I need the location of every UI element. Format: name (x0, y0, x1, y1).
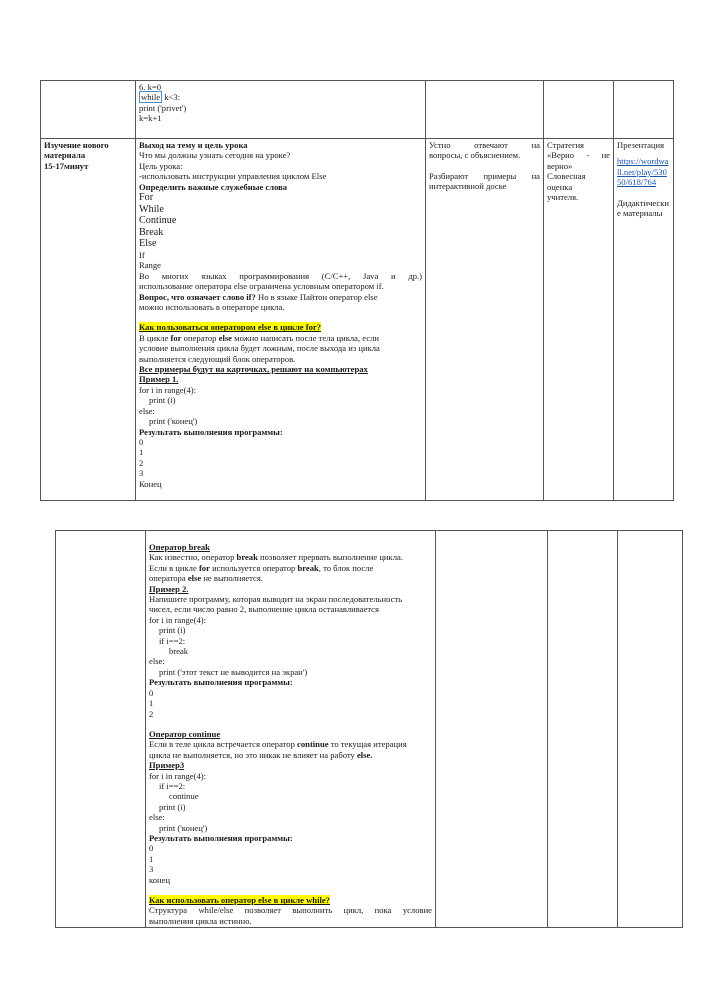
text-line: -использовать инструкции управления циклом Else (139, 171, 327, 182)
code-line: print ('конец') (149, 416, 198, 427)
code-line: print (i) (149, 395, 176, 406)
text-line: Во многих языках программирования (C/C++, Java и др.) (139, 270, 422, 281)
text-fragment: цикла не выполняется, но это никак не влияет на работу (149, 749, 357, 760)
text-fragment: используется оператор (209, 562, 298, 573)
text-line: верно» (547, 160, 573, 171)
text-line: чисел, если число равно 2, выполнение цикла останавливается (149, 604, 379, 615)
code-line: print (i) (159, 801, 186, 812)
text-fragment: , то блок после (318, 562, 374, 573)
result-label: Результать выполнения программы: (149, 677, 293, 688)
text-fragment: оператор (181, 332, 219, 343)
highlight-line (149, 895, 432, 905)
keyword: Continue (139, 215, 177, 227)
output-line: 3 (139, 468, 144, 479)
text-line (139, 292, 422, 302)
stage-duration: 15-17минут (44, 160, 89, 171)
result-label: Результать выполнения программы: (149, 832, 293, 843)
keyword: Else (139, 238, 157, 250)
continue-heading: Оператор continue (149, 728, 221, 739)
lesson-table-1 (40, 80, 674, 501)
text-fragment: for (170, 332, 182, 343)
text-line (149, 552, 432, 562)
text-fragment: то текущая итерация (328, 739, 407, 750)
empty-cell (548, 531, 618, 928)
code-line: print ('конец') (159, 822, 208, 833)
empty-cell (614, 81, 674, 139)
code-line: else: (149, 812, 165, 823)
activity-cell (426, 139, 544, 501)
content-cell (136, 139, 426, 501)
text-line: Что мы должны узнать сегодня на уроке? (139, 150, 291, 161)
example-title: Пример 1. (139, 374, 179, 385)
text-fragment: Но в языке Пайтон оператор else (255, 291, 378, 302)
output-line: 0 (139, 436, 144, 447)
stage-cell (41, 139, 136, 501)
example-title: Пример3 (149, 760, 185, 771)
wordwall-link[interactable]: ll.net/play/530 (617, 166, 667, 177)
keyword: If (139, 250, 145, 260)
code-line: for i in range(4): (139, 384, 197, 395)
cards-note: Все примеры будут на карточках, решают на компьютерах (139, 364, 368, 375)
empty-cell (618, 531, 683, 928)
code-cell (136, 81, 426, 139)
output-line: Конец (139, 478, 162, 489)
text-line: выполняется следующий блок операторов. (139, 353, 296, 364)
text-line: оценка (547, 181, 573, 192)
output-line: конец (149, 874, 171, 885)
empty-cell (436, 531, 548, 928)
text-fragment: continue (297, 739, 329, 750)
text-fragment: можно написать после тела цикла, если (232, 332, 379, 343)
text-line: Разбирают примеры на (429, 170, 540, 181)
table-row (41, 139, 674, 501)
highlighted-heading: Как пользоваться оператором else в цикле for? (139, 322, 322, 333)
text-line: использование оператора else ограничена условным оператором if. (139, 281, 384, 292)
text-fragment: else. (356, 749, 373, 760)
text-line (149, 750, 432, 760)
code-line: else: (139, 405, 155, 416)
stage-title: Изучение нового (44, 140, 109, 150)
code-line: print ('privet') (139, 102, 187, 113)
keyword: Break (139, 226, 164, 238)
section-heading: Выход на тему и цель урока (139, 140, 248, 150)
text-fragment: break (297, 562, 319, 573)
output-line: 1 (149, 853, 154, 864)
text-line: вопросы, с объяснением. (429, 150, 521, 161)
highlighted-heading: Как использовать оператор else в цикле while? (149, 895, 330, 905)
text-fragment: не выполняется. (201, 573, 263, 584)
code-line: for i in range(4): (149, 770, 207, 781)
text-line: Словесная (547, 171, 586, 182)
empty-cell (544, 81, 614, 139)
text-line: Напишите программу, которая выводит на экран последовательность (149, 594, 403, 605)
assessment-cell (544, 139, 614, 501)
while-condition: k<3: (164, 92, 181, 103)
lesson-table-2 (55, 530, 683, 928)
code-line: 6. k=0 (139, 82, 162, 92)
text-line: «Верно - не (547, 150, 610, 161)
keyword: Range (139, 260, 161, 271)
output-line: 0 (149, 843, 154, 854)
output-line: 0 (149, 687, 154, 698)
code-line: continue (169, 791, 199, 802)
result-label: Результать выполнения программы: (139, 426, 283, 437)
text-line (139, 333, 422, 343)
text-fragment: Если в цикле (149, 562, 199, 573)
wordwall-link[interactable]: 50/618/764 (617, 177, 657, 188)
keywords-heading: Определить важные служебные слова (139, 181, 288, 192)
text-line: Презентация (617, 140, 665, 150)
content-cell (146, 531, 436, 928)
text-line: Цель урока: (139, 160, 183, 171)
text-line: е материалы (617, 208, 663, 219)
example-title: Пример 2. (149, 583, 189, 594)
text-line: Устно отвечают на (429, 140, 540, 150)
table-row (41, 81, 674, 139)
text-line: Структура while/else позволяет выполнить цикл, пока условие (149, 905, 432, 916)
output-line: 2 (149, 708, 154, 719)
highlight-line (139, 322, 422, 332)
text-line: интерактивной доске (429, 181, 507, 192)
text-fragment: break (236, 552, 258, 563)
code-line: print (i) (159, 625, 186, 636)
output-line: 1 (139, 447, 144, 458)
empty-cell (56, 531, 146, 928)
text-line (149, 739, 432, 749)
empty-cell (426, 81, 544, 139)
text-fragment: Как известно, оператор (149, 552, 237, 563)
resources-cell (614, 139, 674, 501)
code-line: if i==2: (159, 780, 186, 791)
text-fragment: for (198, 562, 210, 573)
text-fragment: else (187, 573, 202, 584)
text-fragment: else (218, 332, 233, 343)
empty-cell (41, 81, 136, 139)
code-line (139, 92, 422, 102)
text-line: можно использовать в операторе цикла. (139, 302, 285, 313)
break-heading: Оператор break (149, 542, 210, 552)
text-fragment: Если в теле цикла встречается оператор (149, 739, 298, 750)
keyword: While (139, 203, 164, 215)
text-line: Стратегия (547, 140, 585, 150)
text-line: условие выполнения цикла будет ложным, после выхода из цикла (139, 343, 380, 354)
text-fragment: позволяет прервать выполнение цикла. (257, 552, 403, 563)
text-line: выполнения цикла истинно. (149, 915, 252, 926)
text-line (149, 573, 432, 583)
code-line: for i in range(4): (149, 614, 207, 625)
table-row (56, 531, 683, 928)
keyword: For (139, 192, 154, 204)
text-fragment: В цикле (139, 332, 171, 343)
code-line: k=k+1 (139, 113, 162, 124)
stage-title: материала (44, 150, 86, 161)
code-line: else: (149, 656, 165, 667)
output-line: 3 (149, 864, 154, 875)
question-text: Вопрос, что означает слово if? (139, 291, 256, 302)
code-line: break (169, 646, 189, 657)
while-keyword: while (141, 92, 161, 103)
text-line: учителя. (547, 192, 579, 203)
output-line: 2 (139, 457, 144, 468)
code-line: print ('этот текст не выводится на экран') (159, 666, 308, 677)
text-fragment: оператора (149, 573, 188, 584)
code-line: if i==2: (159, 635, 186, 646)
wordwall-link[interactable]: https://wordwa (617, 156, 669, 167)
text-line: Дидактически (617, 197, 670, 208)
output-line: 1 (149, 698, 154, 709)
text-line (149, 563, 432, 573)
